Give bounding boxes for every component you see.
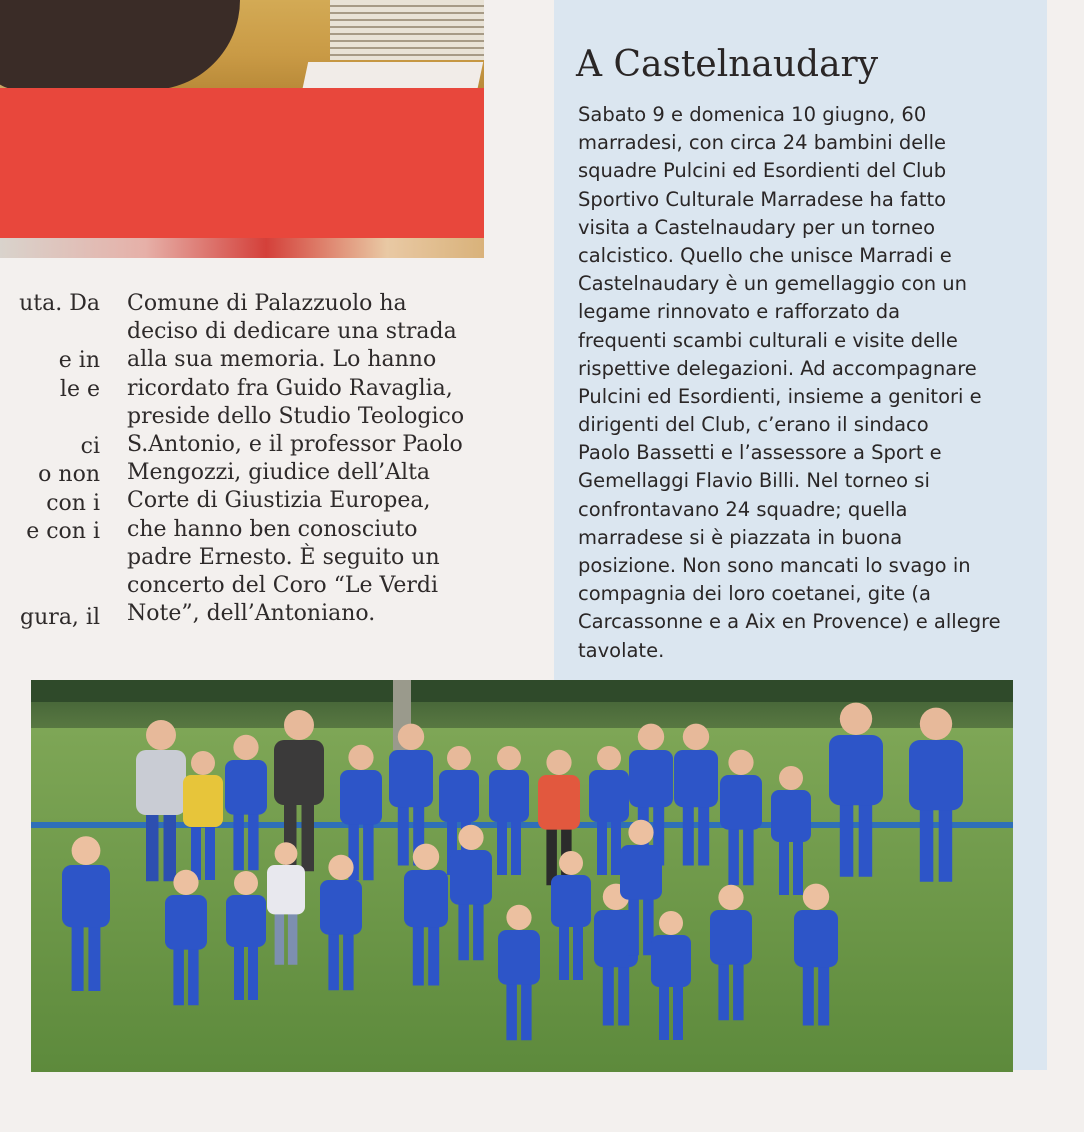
article-line: visita a Castelnaudary per un torneo: [578, 215, 936, 239]
article-line: posizione. Non sono mancati lo svago in: [578, 554, 971, 577]
article-title: A Castelnaudary: [576, 44, 879, 85]
article-line: confrontavano 24 squadre; quella: [578, 497, 908, 521]
left-column-line: [0, 319, 100, 348]
left-column-line: e con i: [26, 519, 100, 544]
left-column-line: ci: [80, 433, 100, 459]
left-column-text: [0, 290, 100, 632]
middle-column-line: Corte di Giustizia Europea,: [127, 488, 431, 514]
middle-column-line: Comune di Palazzuolo ha: [127, 291, 407, 316]
left-column-line: con i: [46, 490, 100, 516]
top-photo: [0, 0, 484, 258]
article-line: dirigenti del Club, c’erano il sindaco: [578, 413, 929, 437]
left-column-line: [0, 547, 100, 576]
middle-column-line: preside dello Studio Teologico: [127, 403, 465, 429]
article-line: marradese si è piazzata in buona: [578, 525, 903, 549]
article-line: calcistico. Quello che unisce Marradi e: [578, 243, 952, 267]
left-column-line: uta. Da: [19, 291, 100, 316]
article-line: Pulcini ed Esordienti, insieme a genitori e: [578, 384, 982, 408]
middle-column-line: S.Antonio, e il professor Paolo: [127, 431, 463, 457]
middle-column-text: [127, 290, 487, 628]
left-column-line: gura, il: [20, 604, 100, 630]
article-line: Paolo Bassetti e l’assessore a Sport e: [578, 441, 942, 465]
photo-red-banner: [0, 88, 484, 238]
middle-column-line: concerto del Coro “Le Verdi: [127, 572, 439, 598]
article-line: compagnia dei loro coetanei, gite (a: [578, 582, 931, 606]
article-line: squadre Pulcini ed Esordienti del Club: [578, 159, 947, 183]
middle-column-line: ricordato fra Guido Ravaglia,: [127, 375, 453, 401]
team-photo: [31, 680, 1013, 1072]
left-column-line: [0, 575, 100, 604]
middle-column-line: deciso di dedicare una strada: [127, 319, 457, 345]
left-column-line: e in: [58, 348, 100, 373]
article-line: Carcassonne e a Aix en Provence) e allegre: [578, 610, 1001, 634]
article-body: [578, 101, 1048, 665]
article-line: rispettive delegazioni. Ad accompagnare: [578, 356, 977, 380]
middle-column-line: Mengozzi, giudice dell’Alta: [127, 460, 431, 486]
middle-column-line: che hanno ben conosciuto: [127, 516, 418, 542]
middle-column-line: alla sua memoria. Lo hanno: [127, 347, 437, 373]
article-line: Sabato 9 e domenica 10 giugno, 60: [578, 103, 927, 126]
article-line: Sportivo Culturale Marradese ha fatto: [578, 187, 947, 211]
middle-column-line: padre Ernesto. È seguito un: [127, 544, 440, 570]
article-line: tavolate.: [578, 638, 665, 662]
middle-column-line: Note”, dell’Antoniano.: [127, 601, 376, 627]
left-column-line: o non: [38, 462, 100, 487]
article-line: legame rinnovato e rafforzato da: [578, 300, 901, 324]
left-column-line: le e: [59, 376, 100, 402]
article-line: Gemellaggi Flavio Billi. Nel torneo si: [578, 469, 930, 493]
left-column-line: [0, 404, 100, 433]
article-line: Castelnaudary è un gemellaggio con un: [578, 272, 968, 296]
photo-bottom-strip: [0, 238, 484, 258]
article-line: frequenti scambi culturali e visite delle: [578, 328, 958, 352]
article-line: marradesi, con circa 24 bambini delle: [578, 131, 947, 155]
photo-books: [330, 0, 484, 60]
